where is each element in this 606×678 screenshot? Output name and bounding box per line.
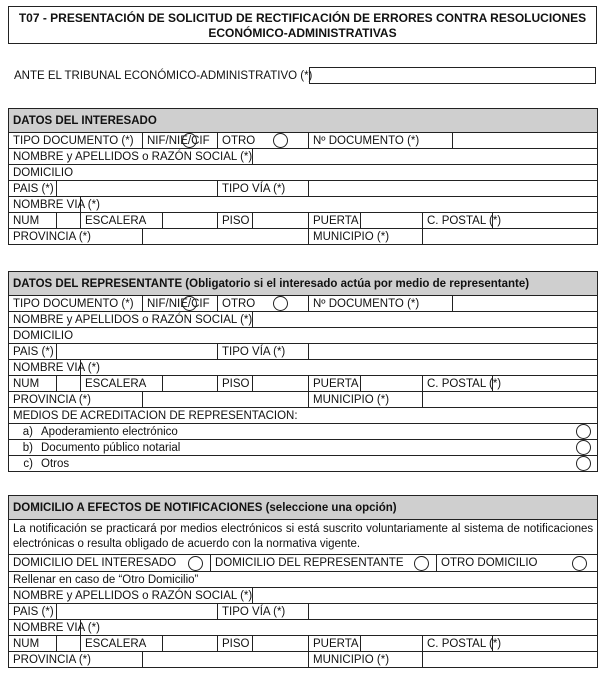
- medio-text: Otros: [41, 457, 70, 470]
- medio-text: Documento público notarial: [41, 441, 181, 454]
- medio-item: [9, 440, 493, 456]
- provincia-field[interactable]: [143, 229, 309, 245]
- nombre-via-label: NOMBRE VIA (*): [9, 197, 81, 213]
- rep-domicilio-label: DOMICILIO: [9, 328, 598, 344]
- notificaciones-header: DOMICILIO A EFECTOS DE NOTIFICACIONES (seleccione una opción): [9, 496, 598, 520]
- rep-nombre-label: NOMBRE y APELLIDOS o RAZÓN SOCIAL (*): [9, 312, 253, 328]
- not-pais-field[interactable]: [57, 604, 218, 620]
- notificaciones-section: [8, 495, 598, 668]
- not-pais-label: PAIS (*): [9, 604, 57, 620]
- num-field[interactable]: [57, 213, 81, 229]
- not-nombre-field[interactable]: [253, 588, 598, 604]
- not-escalera-label: ESCALERA: [81, 636, 163, 652]
- not-tipo-via-label: TIPO VÍA (*): [218, 604, 309, 620]
- tipo-via-label: TIPO VÍA (*): [218, 181, 309, 197]
- nombre-via-field[interactable]: [81, 197, 598, 213]
- not-tipo-via-field[interactable]: [309, 604, 598, 620]
- rellenar-label: Rellenar en caso de “Otro Domicilio”: [9, 572, 598, 588]
- rep-provincia-label: PROVINCIA (*): [9, 392, 143, 408]
- provincia-label: PROVINCIA (*): [9, 229, 143, 245]
- medio-c-radio[interactable]: [493, 456, 598, 472]
- tipo-documento-label: TIPO DOCUMENTO (*): [9, 133, 143, 149]
- nif-radio-circle[interactable]: [182, 133, 197, 148]
- medio-letter: b): [22, 441, 33, 454]
- not-municipio-field[interactable]: [423, 652, 598, 668]
- nombre-field[interactable]: [253, 149, 598, 165]
- rep-cpostal-field[interactable]: [493, 376, 598, 392]
- domicilio-label: DOMICILIO: [9, 165, 598, 181]
- rep-otro-radio-circle[interactable]: [273, 296, 288, 311]
- not-puerta-label: PUERTA: [309, 636, 361, 652]
- interesado-section: [8, 108, 598, 245]
- representante-header: DATOS DEL REPRESENTANTE (Obligatorio si el interesado actúa por medio de representante): [9, 272, 598, 296]
- rep-escalera-field[interactable]: [163, 376, 218, 392]
- rep-pais-field[interactable]: [57, 344, 218, 360]
- otro-radio-circle[interactable]: [273, 133, 288, 148]
- not-puerta-field[interactable]: [361, 636, 423, 652]
- medio-a-radio-circle[interactable]: [576, 424, 591, 439]
- nombre-label: NOMBRE y APELLIDOS o RAZÓN SOCIAL (*): [9, 149, 253, 165]
- notificaciones-options: [9, 555, 598, 572]
- tipo-via-field[interactable]: [309, 181, 598, 197]
- rep-provincia-field[interactable]: [143, 392, 309, 408]
- rep-pais-label: PAIS (*): [9, 344, 57, 360]
- not-cpostal-field[interactable]: [493, 636, 598, 652]
- nif-label: NIF/NIE/CIF: [143, 133, 163, 149]
- medios-label: MEDIOS DE ACREDITACION DE REPRESENTACION:: [9, 408, 598, 424]
- rep-tipo-via-label: TIPO VÍA (*): [218, 344, 309, 360]
- not-nombre-label: NOMBRE y APELLIDOS o RAZÓN SOCIAL (*): [9, 588, 253, 604]
- medio-c-radio-circle[interactable]: [576, 456, 591, 471]
- piso-label: PISO: [218, 213, 253, 229]
- otro-radio[interactable]: [253, 133, 309, 149]
- escalera-label: ESCALERA: [81, 213, 163, 229]
- opt-interesado-radio-circle[interactable]: [188, 556, 203, 571]
- rep-piso-field[interactable]: [253, 376, 309, 392]
- opt-otro-label: OTRO DOMICILIO: [441, 557, 538, 569]
- medio-a-radio[interactable]: [493, 424, 598, 440]
- escalera-field[interactable]: [163, 213, 218, 229]
- rep-tipo-documento-label: TIPO DOCUMENTO (*): [9, 296, 143, 312]
- otro-label: OTRO: [218, 133, 253, 149]
- not-num-field[interactable]: [57, 636, 81, 652]
- opt-otro-radio-circle[interactable]: [572, 556, 587, 571]
- opt-interesado-radio[interactable]: [181, 555, 211, 571]
- medio-item: [9, 456, 493, 472]
- opt-representante-radio-circle[interactable]: [414, 556, 429, 571]
- opt-otro-radio[interactable]: [562, 555, 596, 571]
- rep-nombre-via-label: NOMBRE VIA (*): [9, 360, 81, 376]
- rep-n-documento-field[interactable]: [453, 296, 598, 312]
- rep-nif-radio-circle[interactable]: [182, 296, 197, 311]
- rep-nombre-via-field[interactable]: [81, 360, 598, 376]
- pais-label: PAIS (*): [9, 181, 57, 197]
- cpostal-field[interactable]: [493, 213, 598, 229]
- n-documento-label: Nº DOCUMENTO (*): [309, 133, 453, 149]
- pais-field[interactable]: [57, 181, 218, 197]
- not-provincia-field[interactable]: [143, 652, 309, 668]
- puerta-label: PUERTA: [309, 213, 361, 229]
- rep-num-label: NUM: [9, 376, 57, 392]
- rep-otro-radio[interactable]: [253, 296, 309, 312]
- rep-tipo-via-field[interactable]: [309, 344, 598, 360]
- rep-municipio-field[interactable]: [423, 392, 598, 408]
- not-cpostal-label: C. POSTAL (*): [423, 636, 493, 652]
- num-label: NUM: [9, 213, 57, 229]
- medio-text: Apoderamiento electrónico: [41, 425, 178, 438]
- representante-section: [8, 271, 598, 472]
- medio-b-radio[interactable]: [493, 440, 598, 456]
- notificaciones-note: La notificación se practicará por medios electrónicos si está suscrito voluntariamente al sistema de notificaciones electrónicas o resulta obligado de acuerdo con la normativa vigente.: [9, 520, 598, 555]
- rep-escalera-label: ESCALERA: [81, 376, 163, 392]
- cpostal-label: C. POSTAL (*): [423, 213, 493, 229]
- opt-representante-radio[interactable]: [407, 555, 437, 571]
- municipio-field[interactable]: [423, 229, 598, 245]
- rep-puerta-field[interactable]: [361, 376, 423, 392]
- opt-representante-label: DOMICILIO DEL REPRESENTANTE: [215, 557, 404, 569]
- form-title: T07 - PRESENTACIÓN DE SOLICITUD DE RECTIFICACIÓN DE ERRORES CONTRA RESOLUCIONES ECONÓMICO-ADMINISTRATIVAS: [8, 6, 597, 44]
- rep-num-field[interactable]: [57, 376, 81, 392]
- medio-letter: a): [22, 425, 33, 438]
- medio-item: [9, 424, 493, 440]
- not-piso-field[interactable]: [253, 636, 309, 652]
- interesado-header: DATOS DEL INTERESADO: [9, 109, 598, 133]
- not-provincia-label: PROVINCIA (*): [9, 652, 143, 668]
- municipio-label: MUNICIPIO (*): [309, 229, 423, 245]
- rep-piso-label: PISO: [218, 376, 253, 392]
- medio-letter: c): [23, 457, 33, 470]
- rep-n-documento-label: Nº DOCUMENTO (*): [309, 296, 453, 312]
- not-municipio-label: MUNICIPIO (*): [309, 652, 423, 668]
- not-escalera-field[interactable]: [163, 636, 218, 652]
- rep-municipio-label: MUNICIPIO (*): [309, 392, 423, 408]
- puerta-field[interactable]: [361, 213, 423, 229]
- opt-interesado-label: DOMICILIO DEL INTERESADO: [13, 557, 177, 569]
- not-nombre-via-label: NOMBRE VIA (*): [9, 620, 81, 636]
- not-nombre-via-field[interactable]: [81, 620, 598, 636]
- tribunal-label: ANTE EL TRIBUNAL ECONÓMICO-ADMINISTRATIVO (*): [14, 70, 313, 82]
- not-piso-label: PISO: [218, 636, 253, 652]
- piso-field[interactable]: [253, 213, 309, 229]
- tribunal-field[interactable]: [309, 67, 596, 84]
- rep-cpostal-label: C. POSTAL (*): [423, 376, 493, 392]
- not-num-label: NUM: [9, 636, 57, 652]
- rep-nif-label: NIF/NIE/CIF: [143, 296, 163, 312]
- n-documento-field[interactable]: [453, 133, 598, 149]
- medio-b-radio-circle[interactable]: [576, 440, 591, 455]
- rep-otro-label: OTRO: [218, 296, 253, 312]
- rep-nombre-field[interactable]: [253, 312, 598, 328]
- rep-puerta-label: PUERTA: [309, 376, 361, 392]
